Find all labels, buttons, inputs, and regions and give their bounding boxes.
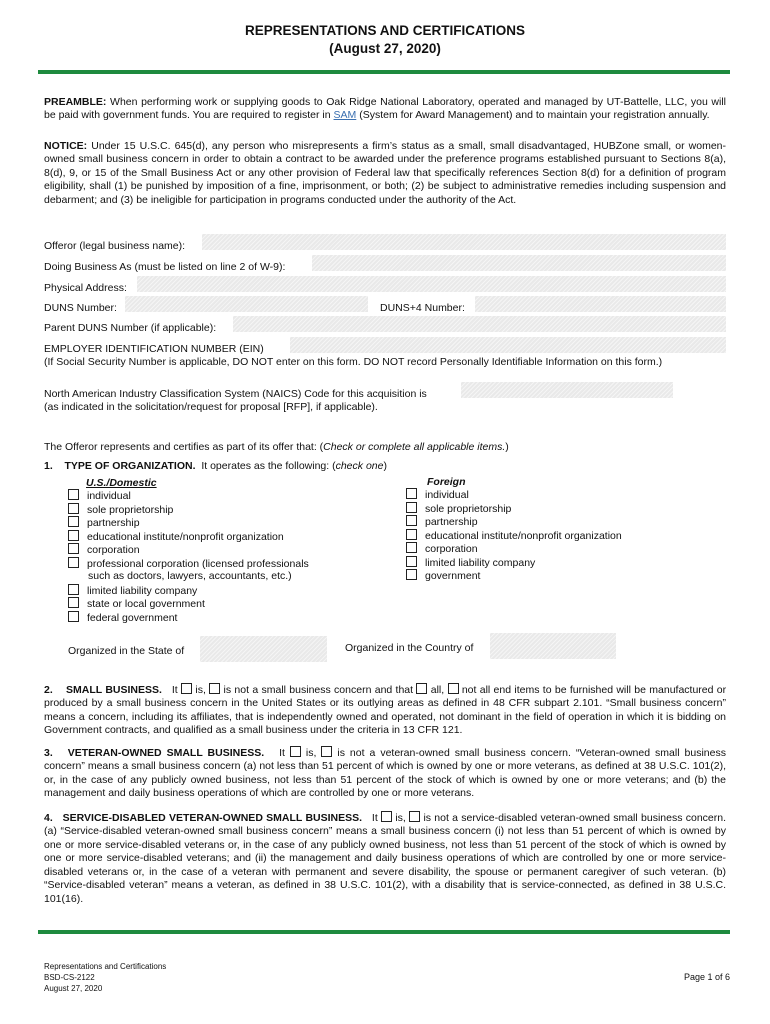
checkbox[interactable] xyxy=(68,516,79,527)
duns-field[interactable] xyxy=(125,296,368,312)
document-date: (August 27, 2020) xyxy=(329,41,441,56)
naics-note: (as indicated in the solicitation/request for proposal [RFP], if applicable). xyxy=(44,401,378,413)
veteran-is-checkbox[interactable] xyxy=(290,746,301,757)
foreign-option[interactable]: individual xyxy=(406,488,622,502)
address-field[interactable] xyxy=(137,276,726,292)
notice-label: NOTICE: xyxy=(44,140,88,152)
notice xyxy=(44,140,726,207)
sdvosb-is-checkbox[interactable] xyxy=(381,811,392,822)
checkbox[interactable] xyxy=(68,489,79,500)
checkbox[interactable] xyxy=(406,529,417,540)
footer-doc-date: August 27, 2020 xyxy=(44,983,103,993)
section-1-heading: 1. TYPE OF ORGANIZATION. It operates as the following: (check one) xyxy=(44,460,387,472)
footer-rule xyxy=(38,930,730,934)
domestic-option[interactable]: sole proprietorship xyxy=(68,503,309,517)
duns4-field[interactable] xyxy=(475,296,726,312)
section-2: 2. SMALL BUSINESS. It is, is not a small business concern and that all, not all end items to be furnished will be manufactured or produced by a small business concern in the United States or its outlying areas as defined in 48 CFR subpart 2.101. “Small business concern” means a concern, including its affiliates, that is independently owned and operated, not dominant in the field of operation in which it is bidding on Government contracts, and qualified as a small business under the criteria in 13 CFR 121. xyxy=(44,684,727,737)
parent-duns-field[interactable] xyxy=(233,316,726,332)
footer-info xyxy=(44,962,166,994)
offeror-field[interactable] xyxy=(202,234,726,250)
foreign-option[interactable]: partnership xyxy=(406,515,622,529)
domestic-option[interactable]: corporation xyxy=(68,543,309,557)
country-label: Organized in the Country of xyxy=(345,642,474,654)
checkbox[interactable] xyxy=(68,584,79,595)
header-rule xyxy=(38,70,730,74)
footer-doc-number: BSD-CS-2122 xyxy=(44,972,95,982)
small-business-is-checkbox[interactable] xyxy=(181,683,192,694)
footer-doc-title: Representations and Certifications xyxy=(44,962,167,971)
domestic-option[interactable]: state or local government xyxy=(68,597,309,611)
naics-field[interactable] xyxy=(461,382,673,398)
state-field[interactable] xyxy=(200,636,327,662)
domestic-option[interactable]: limited liability company xyxy=(68,584,309,598)
checkbox[interactable] xyxy=(68,611,79,622)
state-label: Organized in the State of xyxy=(68,645,185,657)
checkbox[interactable] xyxy=(68,503,79,514)
domestic-option[interactable]: individual xyxy=(68,489,309,503)
domestic-header: U.S./Domestic xyxy=(86,477,157,489)
naics-label: North American Industry Classification System (NAICS) Code for this acquisition is xyxy=(44,388,427,400)
checkbox[interactable] xyxy=(406,542,417,553)
foreign-option[interactable]: educational institute/nonprofit organization xyxy=(406,529,622,543)
ein-label: EMPLOYER IDENTIFICATION NUMBER (EIN) xyxy=(44,343,264,355)
foreign-option[interactable]: corporation xyxy=(406,542,622,556)
page-number: Page 1 of 6 xyxy=(684,972,731,982)
duns4-label: DUNS+4 Number: xyxy=(380,302,465,314)
dba-field[interactable] xyxy=(312,255,726,271)
ein-note: (If Social Security Number is applicable, DO NOT enter on this form. DO NOT record Personally Identifiable Information on this form.) xyxy=(44,356,663,368)
not-all-items-checkbox[interactable] xyxy=(448,683,459,694)
duns-label: DUNS Number: xyxy=(44,302,117,314)
dba-label: Doing Business As (must be listed on line 2 of W-9): xyxy=(44,261,286,273)
parent-duns-label: Parent DUNS Number (if applicable): xyxy=(44,322,217,334)
foreign-options xyxy=(406,488,622,583)
domestic-option[interactable]: educational institute/nonprofit organization xyxy=(68,530,309,544)
checkbox[interactable] xyxy=(68,530,79,541)
checkbox[interactable] xyxy=(68,597,79,608)
domestic-option-continued: such as doctors, lawyers, accountants, etc.) xyxy=(88,570,292,582)
veteran-is-not-checkbox[interactable] xyxy=(321,746,332,757)
sam-link[interactable]: SAM xyxy=(333,109,357,122)
foreign-header: Foreign xyxy=(427,476,466,488)
sdvosb-is-not-checkbox[interactable] xyxy=(409,811,420,822)
checkbox[interactable] xyxy=(68,543,79,554)
country-field[interactable] xyxy=(490,633,616,659)
checkbox[interactable] xyxy=(406,569,417,580)
checkbox[interactable] xyxy=(406,556,417,567)
checkbox[interactable] xyxy=(68,557,79,568)
preamble-label: PREAMBLE: xyxy=(44,96,107,108)
checkbox[interactable] xyxy=(406,488,417,499)
preamble-text-end: (System for Award Management) and to maintain your registration annually. xyxy=(359,109,710,122)
certification-intro: The Offeror represents and certifies as part of its offer that: (Check or complete all applicable items.) xyxy=(44,441,509,453)
offeror-label: Offeror (legal business name): xyxy=(44,240,186,252)
all-items-checkbox[interactable] xyxy=(416,683,427,694)
section-4: 4. SERVICE-DISABLED VETERAN-OWNED SMALL BUSINESS. It is, is not a service-disabled veteran-owned small business concern. (a) “Service-disabled veteran-owned small business concern” means a small business concern (i) not less than 51 percent of which is owned by one or more service-disabled veterans or, in the case of any publicly owned business, not less than 51 percent of the stock of which is owned by one or more service-disabled veterans; and (ii) the management and daily business operations of which are controlled by one or more service-disabled veterans or, in the case of a veteran with permanent and severe disability, the spouse or permanent caregiver of such veteran. (b) “Service-disabled veteran” means a veteran, as defined in 38 U.S.C. 101(2), with a disability that is service-connected, as defined in 38 U.S.C. 101(16). xyxy=(44,812,727,905)
domestic-options xyxy=(68,489,309,624)
small-business-is-not-checkbox[interactable] xyxy=(209,683,220,694)
preamble xyxy=(44,96,726,123)
section-3: 3. VETERAN-OWNED SMALL BUSINESS. It is, is not a veteran-owned small business concern. “Veteran-owned small business concern” means a small business concern (a) not less than 51 percent of which is owned by one or more veterans, as defined at 38 U.S.C. 101(2), or, in the case of any publicly owned business, not less than 51 percent of the stock of which is owned by one or more veterans; and (b) the management and daily business operations of which are controlled by one or more veterans. xyxy=(44,747,726,800)
checkbox[interactable] xyxy=(406,502,417,513)
document-title: REPRESENTATIONS AND CERTIFICATIONS xyxy=(244,23,525,38)
ein-field[interactable] xyxy=(290,337,726,353)
foreign-option[interactable]: limited liability company xyxy=(406,556,622,570)
preamble-text: When performing work or supplying goods to Oak Ridge National Laboratory, operated and managed by UT-Battelle, LLC, you will be paid with government funds. You are required to register in xyxy=(44,96,726,122)
checkbox[interactable] xyxy=(406,515,417,526)
domestic-option[interactable]: federal government xyxy=(68,611,309,625)
domestic-option[interactable]: partnership xyxy=(68,516,309,530)
notice-text: Under 15 U.S.C. 645(d), any person who misrepresents a firm’s status as a small, small disadvantaged, HUBZone small, or women-owned small business concern in order to obtain a contract to be awarded under the preference programs established pursuant to Sections 8(a), 8(d), 9, or 15 of the Small Business Act or any other provision of Federal law that specifically references Section 8(d) for a definition of program eligibility, shall (1) be punished by imposition of a fine, imprisonment, or both; (2) be subject to administrative remedies including suspension and debarment; and (3) be ineligible for participation in programs conducted under the authority of the Act. xyxy=(44,140,726,206)
domestic-option[interactable]: professional corporation (licensed professionals xyxy=(68,557,309,571)
foreign-option[interactable]: sole proprietorship xyxy=(406,502,622,516)
address-label: Physical Address: xyxy=(44,282,127,294)
foreign-option[interactable]: government xyxy=(406,569,622,583)
